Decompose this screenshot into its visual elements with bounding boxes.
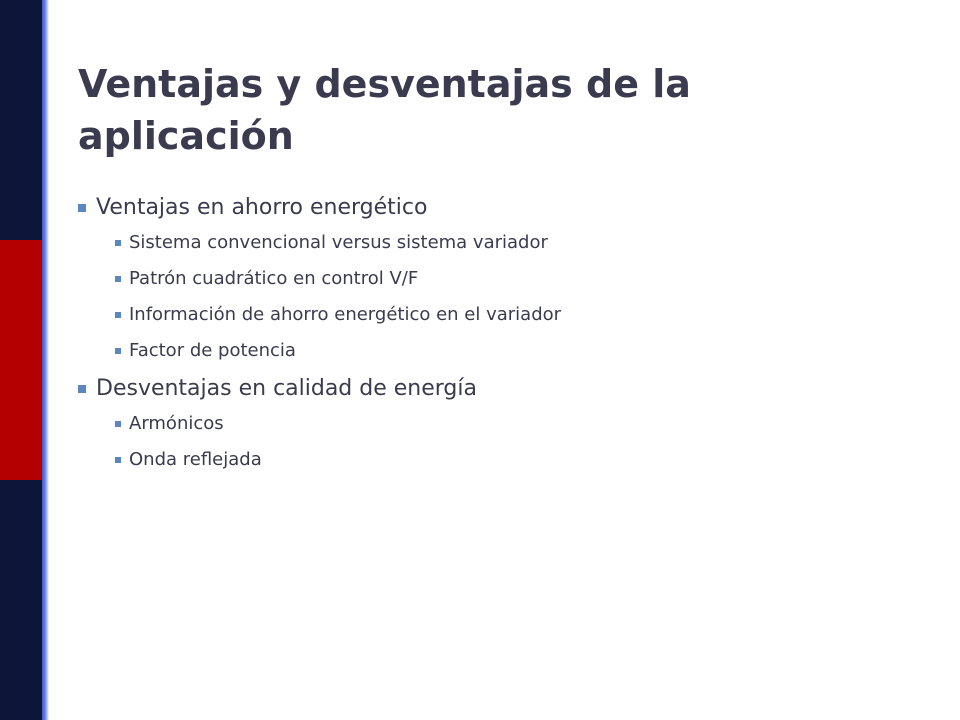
sub-list-item — [115, 339, 938, 363]
sub-list-item-text: Onda reflejada — [129, 449, 262, 470]
sub-list-item — [115, 303, 938, 327]
bullet-group-advantages — [78, 194, 938, 363]
sub-list-item-text: Patrón cuadrático en control V/F — [129, 268, 419, 289]
side-bar-middle-segment — [0, 240, 42, 480]
sub-list-item — [115, 267, 938, 291]
list-item-text: Ventajas en ahorro energético — [96, 195, 428, 220]
square-bullet-icon — [78, 204, 86, 212]
sub-list-item — [115, 231, 938, 255]
sub-list-item-text: Armónicos — [129, 413, 224, 434]
square-bullet-icon — [115, 276, 121, 282]
sub-list-item — [115, 412, 938, 436]
square-bullet-icon — [78, 385, 86, 393]
square-bullet-icon — [115, 312, 121, 318]
sub-list-item-text: Información de ahorro energético en el variador — [129, 304, 562, 325]
side-accent-bar — [0, 0, 42, 720]
square-bullet-icon — [115, 421, 121, 427]
list-item — [78, 375, 938, 403]
square-bullet-icon — [115, 457, 121, 463]
square-bullet-icon — [115, 348, 121, 354]
list-item-text: Desventajas en calidad de energía — [96, 376, 477, 401]
sub-list-item — [115, 448, 938, 472]
sub-list-item-text: Sistema convencional versus sistema variador — [129, 232, 548, 253]
side-accent-line — [42, 0, 49, 720]
sub-list-item-text: Factor de potencia — [129, 340, 296, 361]
square-bullet-icon — [115, 240, 121, 246]
side-bar-top-segment — [0, 0, 42, 240]
slide-title: Ventajas y desventajas de la aplicación — [78, 62, 691, 158]
bullet-group-disadvantages — [78, 375, 938, 472]
list-item — [78, 194, 938, 222]
side-bar-bottom-segment — [0, 480, 42, 720]
bullet-list — [78, 194, 938, 484]
